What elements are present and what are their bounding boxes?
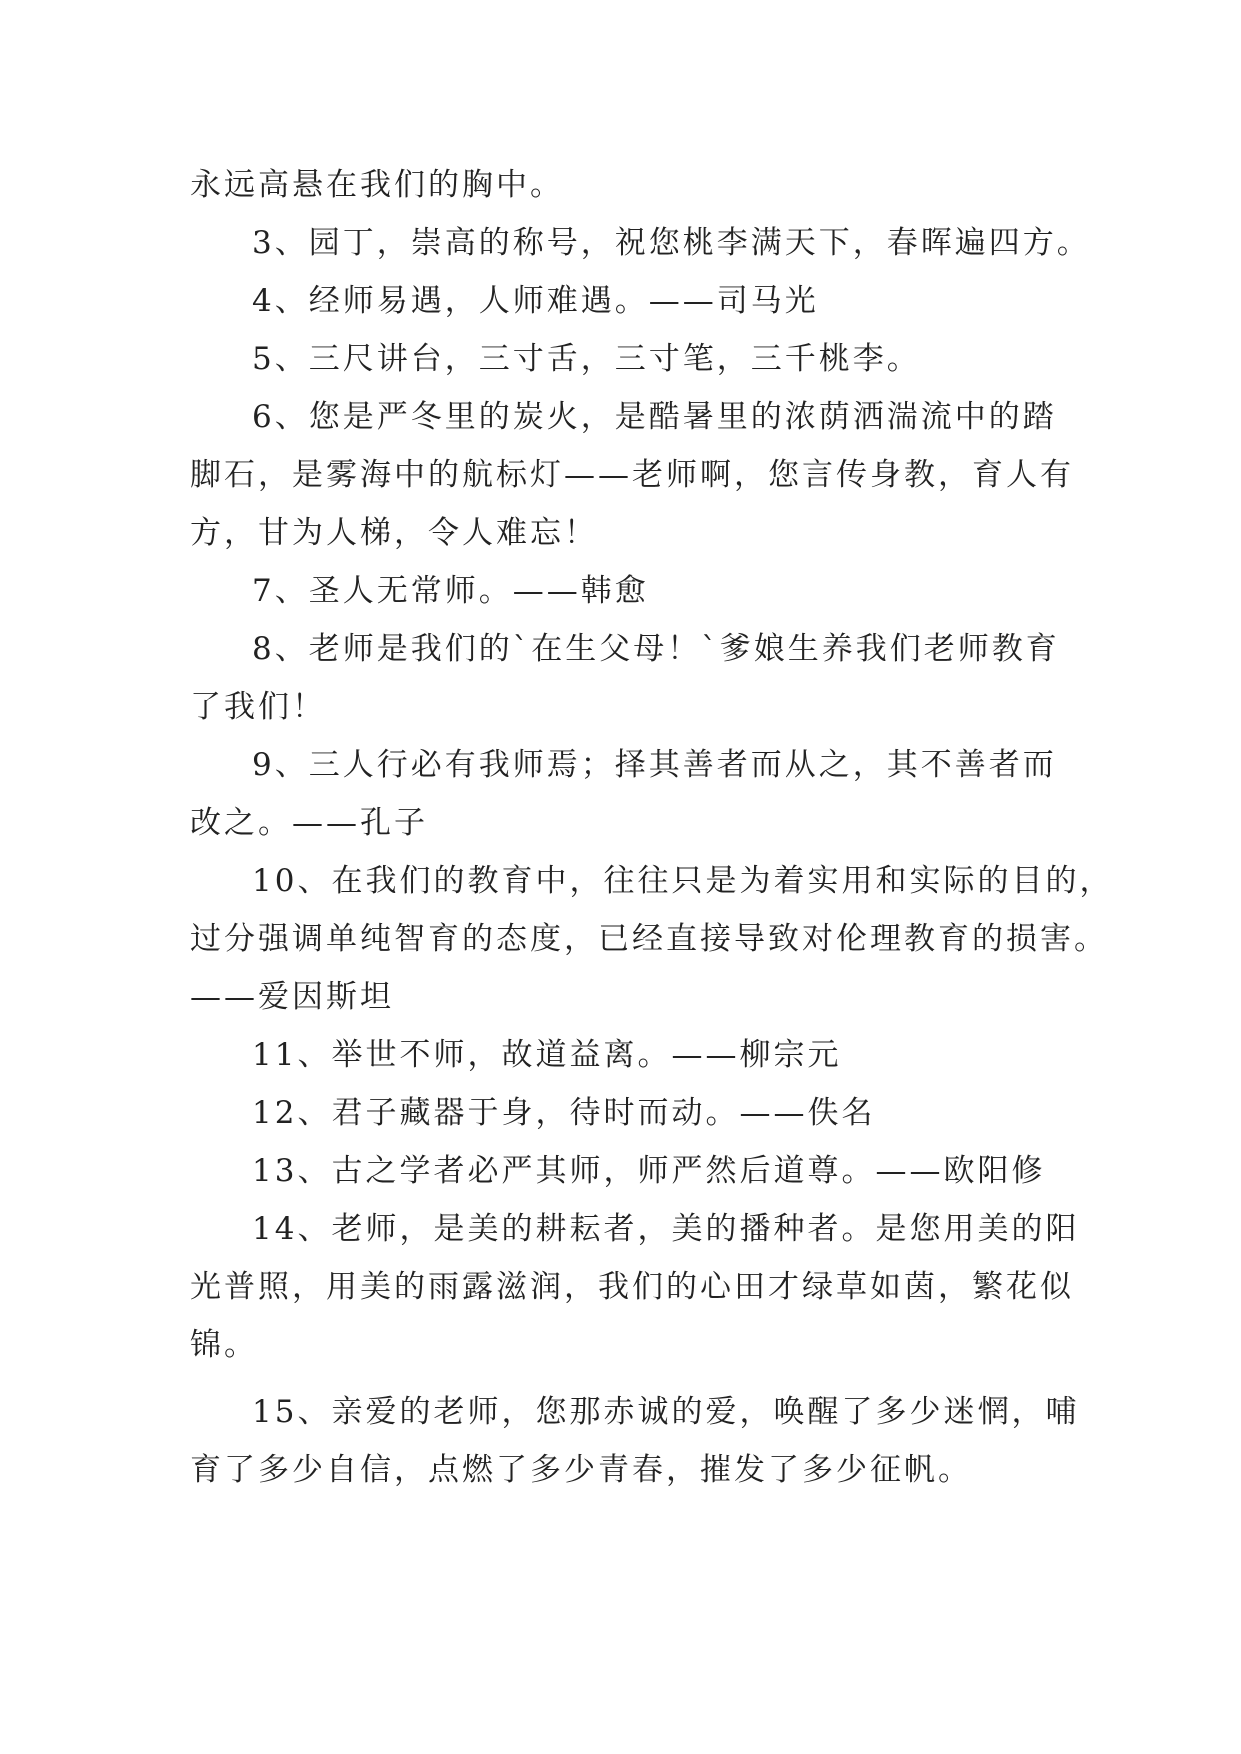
text-line: 改之。——孔子 bbox=[190, 805, 428, 841]
text-line: 方，甘为人梯，令人难忘！ bbox=[190, 515, 598, 551]
text-line: 3、园丁，崇高的称号，祝您桃李满天下，春晖遍四方。 bbox=[252, 225, 1091, 261]
text-line: 10、在我们的教育中，往往只是为着实用和实际的目的， bbox=[252, 863, 1114, 899]
text-line: 13、古之学者必严其师，师严然后道尊。——欧阳修 bbox=[252, 1153, 1046, 1189]
text-line: 脚石，是雾海中的航标灯——老师啊，您言传身教，育人有 bbox=[190, 457, 1074, 493]
text-line: 14、老师，是美的耕耘者，美的播种者。是您用美的阳 bbox=[252, 1211, 1080, 1247]
text-line: 5、三尺讲台，三寸舌，三寸笔，三千桃李。 bbox=[252, 341, 921, 377]
text-line: 6、您是严冬里的炭火，是酷暑里的浓荫洒湍流中的踏 bbox=[252, 399, 1057, 435]
text-line: 7、圣人无常师。——韩愈 bbox=[252, 573, 649, 609]
text-line: 锦。 bbox=[190, 1327, 258, 1363]
text-line: 育了多少自信，点燃了多少青春，摧发了多少征帆。 bbox=[190, 1452, 972, 1488]
text-line: 15、亲爱的老师，您那赤诚的爱，唤醒了多少迷惘，哺 bbox=[252, 1394, 1080, 1430]
text-line: 了我们！ bbox=[190, 689, 326, 725]
text-line: 4、经师易遇，人师难遇。——司马光 bbox=[252, 283, 819, 319]
text-line: 11、举世不师，故道益离。——柳宗元 bbox=[252, 1037, 842, 1073]
text-line: 过分强调单纯智育的态度，已经直接导致对伦理教育的损害。 bbox=[190, 921, 1108, 957]
text-line: ——爱因斯坦 bbox=[190, 979, 394, 1015]
text-line: 8、老师是我们的`在生父母！`爹娘生养我们老师教育 bbox=[252, 631, 1060, 667]
text-line: 光普照，用美的雨露滋润，我们的心田才绿草如茵，繁花似 bbox=[190, 1269, 1074, 1305]
text-line: 9、三人行必有我师焉；择其善者而从之，其不善者而 bbox=[252, 747, 1057, 783]
text-line: 永远高悬在我们的胸中。 bbox=[190, 167, 564, 203]
text-line: 12、君子藏器于身，待时而动。——佚名 bbox=[252, 1095, 876, 1131]
